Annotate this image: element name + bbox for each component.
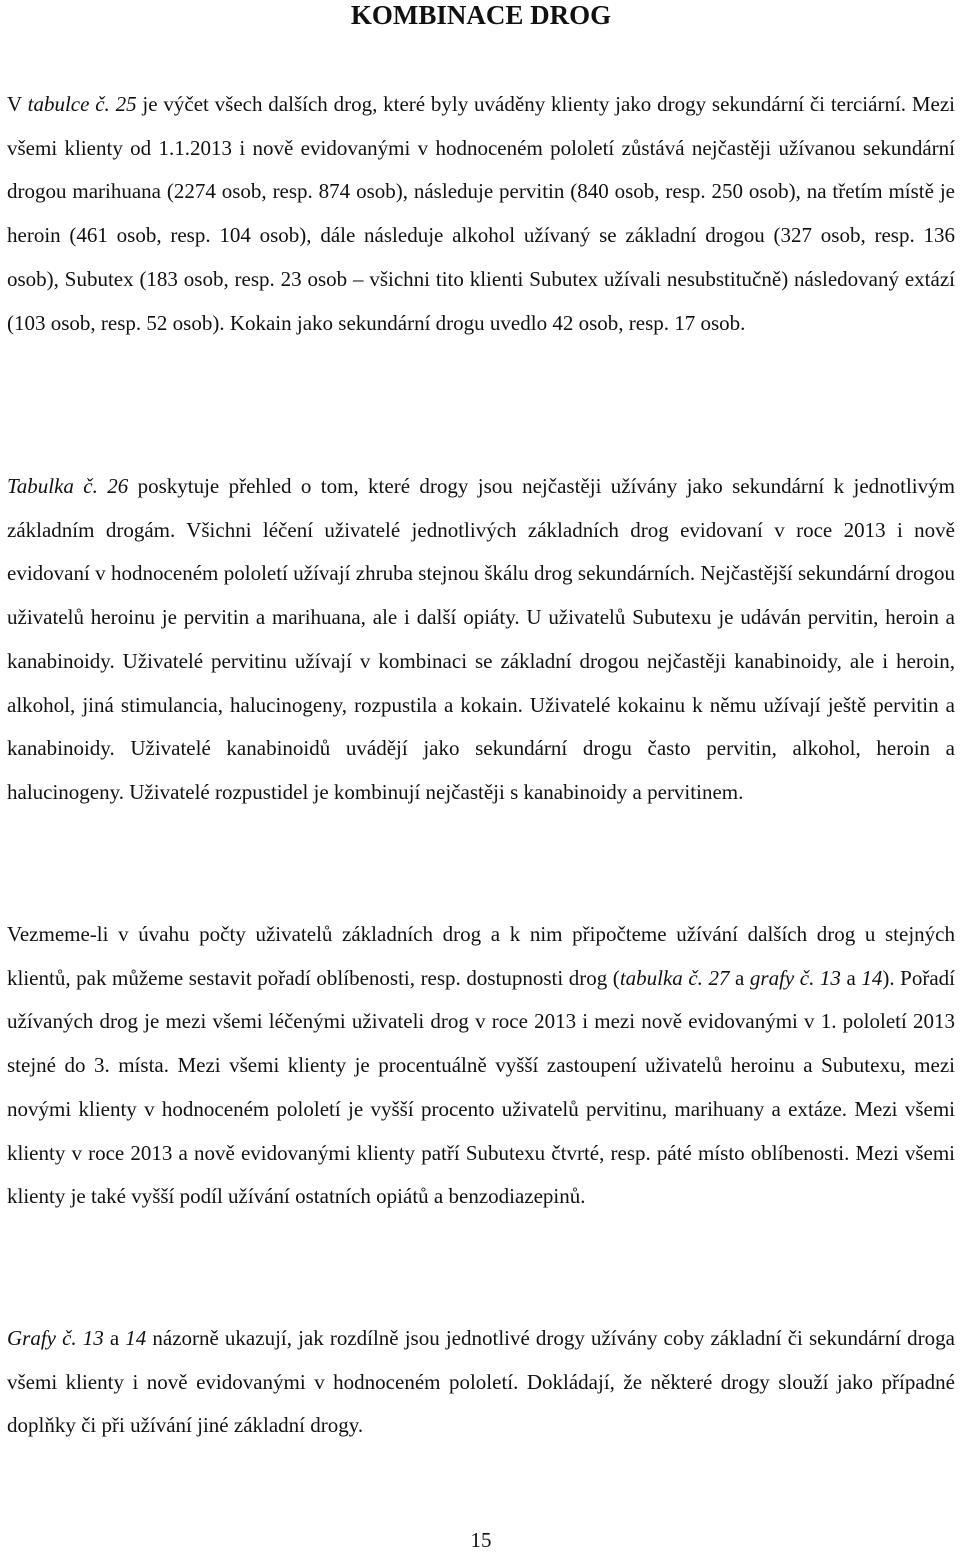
page-title: KOMBINACE DROG xyxy=(350,0,612,30)
text-run: poskytuje přehled o tom, které drogy jsou nejčastěji užívány jako sekundární k jednotlivým základním drogám. Všichni léčení uživatelé jednotlivých základních drog evidovaní v roce 2013 i nově evidovaní v hodnoceném pololetí užívají zhruba stejnou škálu drog sekundárních. Nejčastější sekundární drogou uživatelů heroinu je pervitin a marihuana, ale i další opiáty. U uživatelů Subutexu je udáván pervitin, heroin a kanabinoidy. Uživatelé pervitinu užívají v kombinaci se základní drogou nejčastěji kanabinoidy, ale i heroin, alkohol, jiná stimulancia, halucinogeny, rozpustila a kokain. Uživatelé kokainu k němu užívají ještě pervitin a kanabinoidy. Uživatelé kanabinoidů uvádějí jako sekundární drogu často pervitin, alkohol, heroin a halucinogeny. Uživatelé rozpustidel je kombinují nejčastěji s kanabinoidy a pervitinem. xyxy=(7,474,955,804)
text-run: názorně ukazují, jak rozdílně jsou jednotlivé drogy užívány coby základní či sekundární droga všemi klienty i nově evidovanými v hodnoceném pololetí. Dokládají, že některé drogy slouží jako případné doplňky či při užívání jiné základní drogy. xyxy=(7,1326,955,1438)
text-run: a xyxy=(103,1326,126,1350)
text-run: a xyxy=(729,965,750,990)
text-run: ). Pořadí užívaných drog je mezi všemi léčenými uživateli drog v roce 2013 i mezi nově evidovanými v 1. pololetí 2013 stejné do 3. místa. Mezi všemi klienty je procentuálně vyšší zastoupení uživatelů heroinu a Subutexu, mezi novými klienty v hodnoceném pololetí je vyšší procento uživatelů pervitinu, marihuany a extáze. Mezi všemi klienty v roce 2013 a nově evidovanými klienty patří Subutexu čtvrté, resp. páté místo oblíbenosti. Mezi všemi klienty je také vyšší podíl užívání ostatních opiátů a benzodiazepinů. xyxy=(7,965,955,1209)
italic-reference: Tabulka č. 26 xyxy=(7,474,129,498)
page-number: 15 xyxy=(470,1528,492,1552)
italic-reference: tabulce č. 25 xyxy=(27,92,137,116)
paragraph-popularity-ranking xyxy=(7,913,955,1219)
italic-reference: 14 xyxy=(861,965,883,990)
text-run: je výčet všech dalších drog, které byly uváděny klienty jako drogy sekundární či terciární. Mezi všemi klienty od 1.1.2013 i nově evidovanými v hodnoceném pololetí zůstává nejčastěji užívanou sekundární drogou marihuana (2274 osob, resp. 874 osob), následuje pervitin (840 osob, resp. 250 osob), na třetím místě je heroin (461 osob, resp. 104 osob), dále následuje alkohol užívaný se základní drogou (327 osob, resp. 136 osob), Subutex (183 osob, resp. 23 osob – všichni tito klienti Subutex užívali nesubstitučně) následovaný extází (103 osob, resp. 52 osob). Kokain jako sekundární drogu uvedlo 42 osob, resp. 17 osob. xyxy=(7,92,955,335)
paragraph-secondary-drugs xyxy=(7,83,955,345)
italic-reference: tabulka č. 27 xyxy=(619,965,730,990)
text-run: a xyxy=(840,965,862,990)
text-run: Vezmeme-li v úvahu počty uživatelů základních drog a k nim připočteme užívání dalších drog u stejných klientů, pak můžeme sestavit pořadí oblíbenosti, resp. dostupnosti drog ( xyxy=(7,922,955,990)
paragraph-graphs xyxy=(7,1317,955,1448)
italic-reference: Grafy č. 13 xyxy=(7,1326,104,1350)
document-page xyxy=(7,0,955,1552)
text-run: V xyxy=(7,92,28,116)
paragraph-table-26 xyxy=(7,465,955,815)
italic-reference: 14 xyxy=(125,1326,147,1350)
italic-reference: grafy č. 13 xyxy=(749,965,841,990)
